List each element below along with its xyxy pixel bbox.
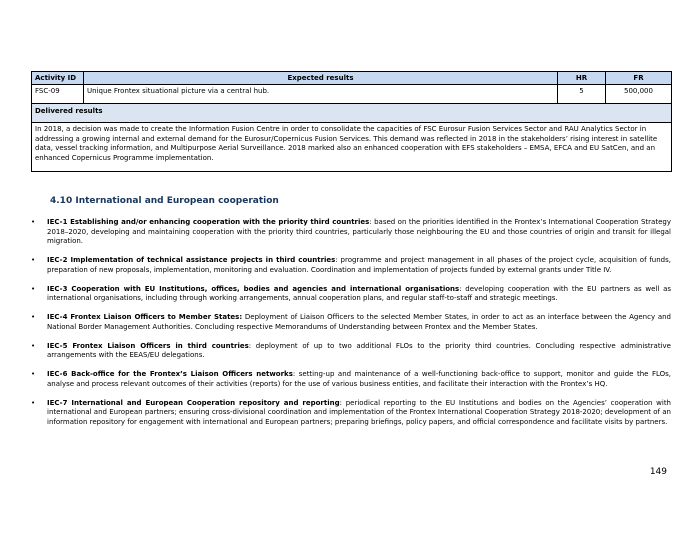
list-item xyxy=(31,399,671,428)
section-title: 4.10 International and European cooperation xyxy=(50,196,279,206)
list-item-title: IEC-7 International and European Cooperation repository and reporting xyxy=(47,398,340,407)
list-item xyxy=(31,256,671,275)
delivered-results-header-row xyxy=(32,104,672,123)
bullet-icon: • xyxy=(31,256,36,264)
list-item-title: IEC-6 Back-office for the Frontex’s Liaison Officers networks xyxy=(47,370,293,378)
list-item-title: IEC-3 Cooperation with EU Institutions, offices, bodies and agencies and international organisations xyxy=(47,284,460,293)
list-item-text: : periodical reporting to the EU Institutions and bodies on the Agencies’ cooperation with international and European partners; ensuring cross-divisional coordination and implementation of the Frontex International Cooperation Strategy 2018-2020; development of an information repository for engagement with international and European partners; preparing briefings, policy papers, and official correspondence and facilitate visits by partners. xyxy=(47,398,671,426)
results-table xyxy=(31,71,672,172)
cell-activity-id: FSC-09 xyxy=(32,85,84,104)
cell-hr: 5 xyxy=(558,85,606,104)
cell-expected-results: Unique Frontex situational picture via a central hub. xyxy=(84,85,558,104)
list-item-title: IEC-4 Frontex Liaison Officers to Member States: xyxy=(47,313,243,321)
header-activity-id: Activity ID xyxy=(32,72,84,85)
delivered-results-text: In 2018, a decision was made to create the Information Fusion Centre in order to consolidate the capacities of FSC Eurosur Fusion Services Sector and RAU Analytics Sector in addressing a growing internal and external demand for the Eurosur/Copernicus Fusion Services. This demand was reflected in 2018 in the stakeholders’ rising interest in satellite data, vessel tracking information, and Multipurpose Aerial Surveillance. 2018 marked also an enhanced cooperation with EFS stakeholders – EMSA, EFCA and EU SatCen, and an enhanced Copernicus Programme implementation. xyxy=(32,123,672,172)
list-item-text: : programme and project management in all phases of the project cycle, acquisition of funds, preparation of new proposals, implementation, monitoring and evaluation. Coordination and implementation of projects funded by external grants under Title IV. xyxy=(47,256,671,274)
bullet-icon: • xyxy=(31,398,36,407)
bullet-icon: • xyxy=(31,370,36,378)
list-item-text: : based on the priorities identified in the Frontex’s International Cooperation Strategy 2018–2020, developing and maintaining cooperation with the priority third countries, particularly those neighbouring the EU and those countries of origin and transit for illegal migration. xyxy=(47,218,671,245)
header-hr: HR xyxy=(558,72,606,85)
page-number: 149 xyxy=(649,467,667,477)
bullet-icon: • xyxy=(31,313,36,321)
table-header-row xyxy=(32,72,672,85)
list-item-title: IEC-5 Frontex Liaison Officers in third countries xyxy=(47,341,249,350)
list-item-text: : setting-up and maintenance of a well-functioning back-office to support, monitor and guide the FLOs, analyse and process relevant outcomes of their activities (reports) for the use of various business entities, and facilitate their interaction with the Frontex’s HQ. xyxy=(47,370,671,388)
bullet-icon: • xyxy=(31,341,36,350)
bullet-icon: • xyxy=(31,218,36,226)
table-row xyxy=(32,85,672,104)
bullet-list xyxy=(31,218,671,437)
cell-fr: 500,000 xyxy=(606,85,672,104)
list-item-text: Deployment of Liaison Officers to the selected Member States, in order to act as an interface between the Agency and National Border Management Authorities. Concluding respective Memorandums of Understanding between Frontex and the Member States. xyxy=(47,313,671,331)
list-item-title: IEC-1 Establishing and/or enhancing cooperation with the priority third countries xyxy=(47,218,370,226)
list-item xyxy=(31,218,671,247)
list-item-text: : deployment of up to two additional FLOs to the priority third countries. Concluding respective administrative arrangements with the EEAS/EU delegations. xyxy=(47,341,671,359)
list-item xyxy=(31,313,671,332)
header-fr: FR xyxy=(606,72,672,85)
delivered-results-label: Delivered results xyxy=(32,104,672,123)
header-expected-results: Expected results xyxy=(84,72,558,85)
list-item-text: : developing cooperation with the EU partners as well as international organisations, including through working arrangements, annual cooperation plans, and regular staff-to-staff and strategic meetings. xyxy=(47,284,672,302)
delivered-results-row xyxy=(32,123,672,172)
list-item-title: IEC-2 Implementation of technical assistance projects in third countries xyxy=(47,256,336,264)
list-item xyxy=(31,342,671,361)
list-item xyxy=(31,285,671,304)
bullet-icon: • xyxy=(31,284,36,293)
list-item xyxy=(31,370,671,389)
